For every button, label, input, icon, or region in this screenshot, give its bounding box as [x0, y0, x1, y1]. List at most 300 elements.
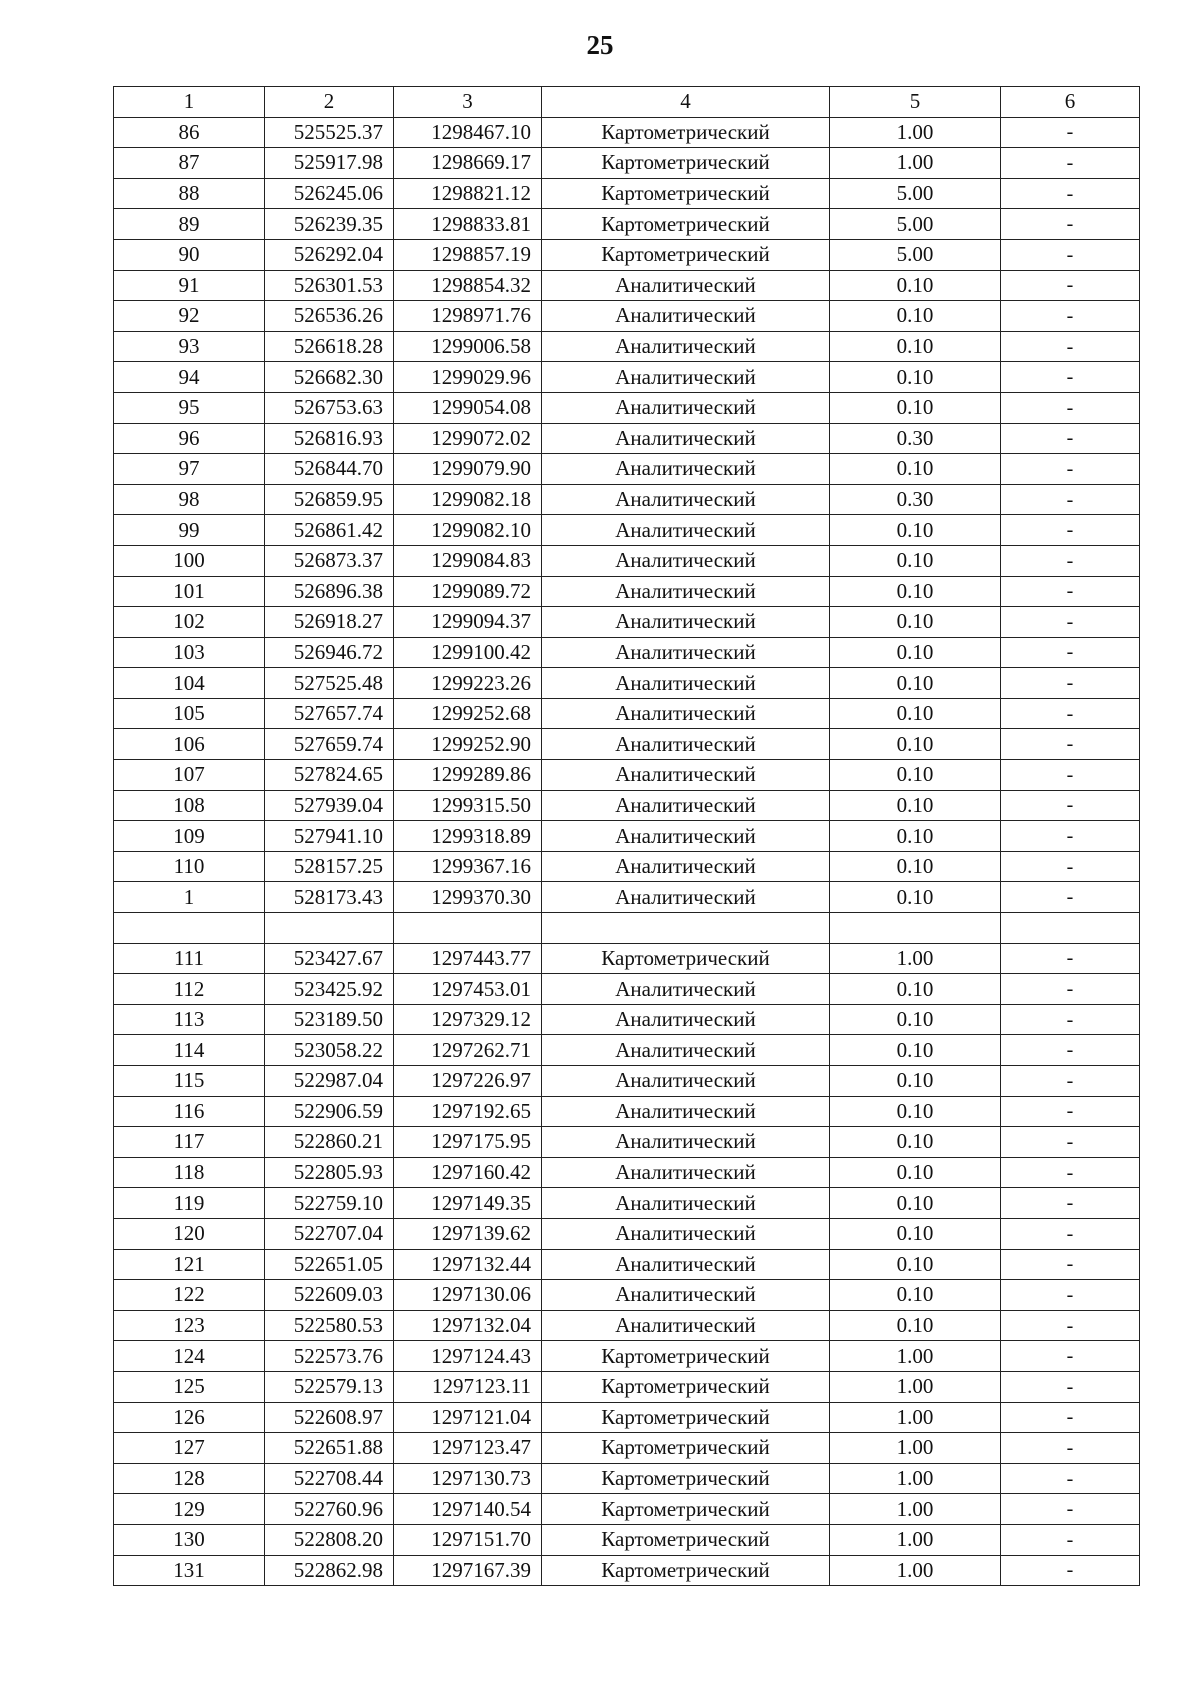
x-coordinate-cell: 527659.74 — [265, 729, 394, 760]
accuracy-cell: 0.10 — [830, 515, 1001, 546]
x-coordinate-cell: 522651.88 — [265, 1433, 394, 1464]
accuracy-cell: 1.00 — [830, 117, 1001, 148]
method-cell: Картометрический — [542, 117, 830, 148]
y-coordinate-cell: 1298857.19 — [394, 239, 542, 270]
table-row — [114, 1035, 1140, 1066]
note-cell: - — [1001, 790, 1140, 821]
method-cell: Картометрический — [542, 1433, 830, 1464]
method-cell: Аналитический — [542, 1127, 830, 1158]
accuracy-cell: 0.10 — [830, 760, 1001, 791]
accuracy-cell: 0.10 — [830, 790, 1001, 821]
accuracy-cell: 0.10 — [830, 1249, 1001, 1280]
point-number-cell: 93 — [114, 331, 265, 362]
table-row — [114, 729, 1140, 760]
table-row — [114, 1218, 1140, 1249]
table-row — [114, 117, 1140, 148]
method-cell: Аналитический — [542, 545, 830, 576]
page-number: 25 — [586, 30, 614, 60]
note-cell: - — [1001, 331, 1140, 362]
method-cell: Картометрический — [542, 148, 830, 179]
method-cell: Аналитический — [542, 331, 830, 362]
x-coordinate-cell: 522609.03 — [265, 1280, 394, 1311]
method-cell: Аналитический — [542, 1218, 830, 1249]
y-coordinate-cell: 1297226.97 — [394, 1066, 542, 1097]
accuracy-cell: 0.10 — [830, 545, 1001, 576]
accuracy-cell: 5.00 — [830, 209, 1001, 240]
x-coordinate-cell: 526873.37 — [265, 545, 394, 576]
y-coordinate-cell: 1299082.10 — [394, 515, 542, 546]
x-coordinate-cell: 528173.43 — [265, 882, 394, 913]
table-row — [114, 882, 1140, 913]
note-cell: - — [1001, 1433, 1140, 1464]
method-cell: Картометрический — [542, 1463, 830, 1494]
accuracy-cell: 0.10 — [830, 821, 1001, 852]
accuracy-cell: 1.00 — [830, 1463, 1001, 1494]
table-row — [114, 1157, 1140, 1188]
y-coordinate-cell — [394, 913, 542, 944]
table-row — [114, 1341, 1140, 1372]
table-row — [114, 423, 1140, 454]
note-cell: - — [1001, 851, 1140, 882]
note-cell: - — [1001, 423, 1140, 454]
table-row — [114, 637, 1140, 668]
coordinates-table — [113, 86, 1140, 1586]
accuracy-cell: 1.00 — [830, 1555, 1001, 1586]
note-cell: - — [1001, 1157, 1140, 1188]
table-row — [114, 1524, 1140, 1555]
y-coordinate-cell: 1299094.37 — [394, 607, 542, 638]
table-row — [114, 270, 1140, 301]
note-cell — [1001, 913, 1140, 944]
method-cell: Аналитический — [542, 484, 830, 515]
note-cell: - — [1001, 607, 1140, 638]
y-coordinate-cell: 1297124.43 — [394, 1341, 542, 1372]
y-coordinate-cell: 1298971.76 — [394, 301, 542, 332]
x-coordinate-cell: 526618.28 — [265, 331, 394, 362]
table-row — [114, 392, 1140, 423]
method-cell: Аналитический — [542, 423, 830, 454]
table-row — [114, 668, 1140, 699]
method-cell: Аналитический — [542, 392, 830, 423]
x-coordinate-cell — [265, 913, 394, 944]
point-number-cell: 90 — [114, 239, 265, 270]
x-coordinate-cell: 526239.35 — [265, 209, 394, 240]
table-row — [114, 1555, 1140, 1586]
note-cell: - — [1001, 1188, 1140, 1219]
accuracy-cell: 0.10 — [830, 1066, 1001, 1097]
x-coordinate-cell: 522651.05 — [265, 1249, 394, 1280]
note-cell: - — [1001, 392, 1140, 423]
x-coordinate-cell: 526245.06 — [265, 178, 394, 209]
point-number-cell: 104 — [114, 668, 265, 699]
table-row — [114, 545, 1140, 576]
accuracy-cell: 0.10 — [830, 1127, 1001, 1158]
method-cell: Картометрический — [542, 943, 830, 974]
note-cell: - — [1001, 545, 1140, 576]
method-cell: Аналитический — [542, 301, 830, 332]
x-coordinate-cell: 526918.27 — [265, 607, 394, 638]
note-cell: - — [1001, 209, 1140, 240]
accuracy-cell: 0.10 — [830, 851, 1001, 882]
table-header-row — [114, 87, 1140, 118]
point-number-cell: 101 — [114, 576, 265, 607]
accuracy-cell: 0.10 — [830, 1035, 1001, 1066]
y-coordinate-cell: 1299084.83 — [394, 545, 542, 576]
method-cell: Картометрический — [542, 209, 830, 240]
accuracy-cell: 0.10 — [830, 1218, 1001, 1249]
method-cell: Аналитический — [542, 1157, 830, 1188]
method-cell: Аналитический — [542, 1096, 830, 1127]
table-row — [114, 362, 1140, 393]
header-cell-1: 1 — [114, 87, 265, 118]
y-coordinate-cell: 1299100.42 — [394, 637, 542, 668]
accuracy-cell: 1.00 — [830, 943, 1001, 974]
point-number-cell: 87 — [114, 148, 265, 179]
header-cell-4: 4 — [542, 87, 830, 118]
note-cell: - — [1001, 943, 1140, 974]
y-coordinate-cell: 1297329.12 — [394, 1004, 542, 1035]
y-coordinate-cell: 1297140.54 — [394, 1494, 542, 1525]
y-coordinate-cell: 1299289.86 — [394, 760, 542, 791]
note-cell: - — [1001, 576, 1140, 607]
point-number-cell: 112 — [114, 974, 265, 1005]
header-cell-5: 5 — [830, 87, 1001, 118]
point-number-cell: 102 — [114, 607, 265, 638]
table-row — [114, 913, 1140, 944]
x-coordinate-cell: 522759.10 — [265, 1188, 394, 1219]
y-coordinate-cell: 1297132.44 — [394, 1249, 542, 1280]
y-coordinate-cell: 1297175.95 — [394, 1127, 542, 1158]
x-coordinate-cell: 523427.67 — [265, 943, 394, 974]
method-cell: Аналитический — [542, 576, 830, 607]
note-cell: - — [1001, 270, 1140, 301]
method-cell: Аналитический — [542, 974, 830, 1005]
y-coordinate-cell: 1299370.30 — [394, 882, 542, 913]
note-cell: - — [1001, 1402, 1140, 1433]
accuracy-cell: 0.10 — [830, 454, 1001, 485]
table-row — [114, 1096, 1140, 1127]
header-cell-2: 2 — [265, 87, 394, 118]
accuracy-cell: 0.10 — [830, 1310, 1001, 1341]
note-cell: - — [1001, 301, 1140, 332]
method-cell: Аналитический — [542, 1004, 830, 1035]
accuracy-cell: 0.10 — [830, 974, 1001, 1005]
note-cell: - — [1001, 148, 1140, 179]
method-cell: Аналитический — [542, 637, 830, 668]
note-cell: - — [1001, 637, 1140, 668]
method-cell: Аналитический — [542, 1280, 830, 1311]
y-coordinate-cell: 1298821.12 — [394, 178, 542, 209]
point-number-cell: 122 — [114, 1280, 265, 1311]
accuracy-cell — [830, 913, 1001, 944]
method-cell: Картометрический — [542, 1494, 830, 1525]
point-number-cell: 120 — [114, 1218, 265, 1249]
table-row — [114, 209, 1140, 240]
method-cell: Аналитический — [542, 515, 830, 546]
x-coordinate-cell: 522760.96 — [265, 1494, 394, 1525]
point-number-cell: 100 — [114, 545, 265, 576]
y-coordinate-cell: 1297123.47 — [394, 1433, 542, 1464]
x-coordinate-cell: 526816.93 — [265, 423, 394, 454]
x-coordinate-cell: 526861.42 — [265, 515, 394, 546]
y-coordinate-cell: 1298854.32 — [394, 270, 542, 301]
method-cell: Картометрический — [542, 1371, 830, 1402]
note-cell: - — [1001, 1555, 1140, 1586]
x-coordinate-cell: 526844.70 — [265, 454, 394, 485]
x-coordinate-cell: 522860.21 — [265, 1127, 394, 1158]
table-row — [114, 698, 1140, 729]
x-coordinate-cell: 525917.98 — [265, 148, 394, 179]
accuracy-cell: 0.10 — [830, 668, 1001, 699]
point-number-cell: 99 — [114, 515, 265, 546]
accuracy-cell: 5.00 — [830, 178, 1001, 209]
x-coordinate-cell: 522573.76 — [265, 1341, 394, 1372]
table-row — [114, 1310, 1140, 1341]
accuracy-cell: 0.10 — [830, 576, 1001, 607]
x-coordinate-cell: 522707.04 — [265, 1218, 394, 1249]
note-cell: - — [1001, 668, 1140, 699]
point-number-cell: 118 — [114, 1157, 265, 1188]
table-row — [114, 239, 1140, 270]
y-coordinate-cell: 1298467.10 — [394, 117, 542, 148]
y-coordinate-cell: 1299223.26 — [394, 668, 542, 699]
accuracy-cell: 5.00 — [830, 239, 1001, 270]
y-coordinate-cell: 1297151.70 — [394, 1524, 542, 1555]
note-cell: - — [1001, 698, 1140, 729]
table-row — [114, 484, 1140, 515]
method-cell: Аналитический — [542, 454, 830, 485]
note-cell: - — [1001, 362, 1140, 393]
note-cell: - — [1001, 882, 1140, 913]
point-number-cell: 121 — [114, 1249, 265, 1280]
point-number-cell: 127 — [114, 1433, 265, 1464]
method-cell — [542, 913, 830, 944]
accuracy-cell: 0.10 — [830, 270, 1001, 301]
accuracy-cell: 0.10 — [830, 729, 1001, 760]
table-row — [114, 301, 1140, 332]
point-number-cell — [114, 913, 265, 944]
note-cell: - — [1001, 515, 1140, 546]
point-number-cell: 105 — [114, 698, 265, 729]
accuracy-cell: 0.10 — [830, 362, 1001, 393]
note-cell: - — [1001, 1310, 1140, 1341]
table-row — [114, 515, 1140, 546]
note-cell: - — [1001, 484, 1140, 515]
point-number-cell: 128 — [114, 1463, 265, 1494]
accuracy-cell: 1.00 — [830, 1433, 1001, 1464]
accuracy-cell: 1.00 — [830, 1524, 1001, 1555]
note-cell: - — [1001, 729, 1140, 760]
accuracy-cell: 1.00 — [830, 1371, 1001, 1402]
point-number-cell: 98 — [114, 484, 265, 515]
table-row — [114, 148, 1140, 179]
accuracy-cell: 1.00 — [830, 1494, 1001, 1525]
note-cell: - — [1001, 1249, 1140, 1280]
accuracy-cell: 0.10 — [830, 1157, 1001, 1188]
accuracy-cell: 0.10 — [830, 1188, 1001, 1219]
x-coordinate-cell: 527657.74 — [265, 698, 394, 729]
point-number-cell: 97 — [114, 454, 265, 485]
point-number-cell: 116 — [114, 1096, 265, 1127]
x-coordinate-cell: 522808.20 — [265, 1524, 394, 1555]
point-number-cell: 89 — [114, 209, 265, 240]
point-number-cell: 113 — [114, 1004, 265, 1035]
point-number-cell: 94 — [114, 362, 265, 393]
x-coordinate-cell: 523425.92 — [265, 974, 394, 1005]
point-number-cell: 88 — [114, 178, 265, 209]
header-cell-6: 6 — [1001, 87, 1140, 118]
x-coordinate-cell: 527525.48 — [265, 668, 394, 699]
method-cell: Аналитический — [542, 668, 830, 699]
accuracy-cell: 1.00 — [830, 1341, 1001, 1372]
method-cell: Картометрический — [542, 239, 830, 270]
accuracy-cell: 0.10 — [830, 607, 1001, 638]
table-row — [114, 760, 1140, 791]
method-cell: Аналитический — [542, 1188, 830, 1219]
x-coordinate-cell: 526682.30 — [265, 362, 394, 393]
y-coordinate-cell: 1297149.35 — [394, 1188, 542, 1219]
y-coordinate-cell: 1299318.89 — [394, 821, 542, 852]
point-number-cell: 106 — [114, 729, 265, 760]
y-coordinate-cell: 1297443.77 — [394, 943, 542, 974]
table-row — [114, 974, 1140, 1005]
note-cell: - — [1001, 117, 1140, 148]
note-cell: - — [1001, 1371, 1140, 1402]
point-number-cell: 110 — [114, 851, 265, 882]
header-cell-3: 3 — [394, 87, 542, 118]
y-coordinate-cell: 1299029.96 — [394, 362, 542, 393]
table-row — [114, 1371, 1140, 1402]
y-coordinate-cell: 1299315.50 — [394, 790, 542, 821]
x-coordinate-cell: 522862.98 — [265, 1555, 394, 1586]
table-row — [114, 1188, 1140, 1219]
accuracy-cell: 1.00 — [830, 1402, 1001, 1433]
y-coordinate-cell: 1299367.16 — [394, 851, 542, 882]
point-number-cell: 107 — [114, 760, 265, 791]
point-number-cell: 124 — [114, 1341, 265, 1372]
method-cell: Аналитический — [542, 1035, 830, 1066]
method-cell: Аналитический — [542, 1066, 830, 1097]
table-row — [114, 851, 1140, 882]
x-coordinate-cell: 522805.93 — [265, 1157, 394, 1188]
method-cell: Аналитический — [542, 1310, 830, 1341]
x-coordinate-cell: 527939.04 — [265, 790, 394, 821]
note-cell: - — [1001, 1218, 1140, 1249]
point-number-cell: 131 — [114, 1555, 265, 1586]
point-number-cell: 125 — [114, 1371, 265, 1402]
method-cell: Аналитический — [542, 362, 830, 393]
table-row — [114, 1004, 1140, 1035]
x-coordinate-cell: 522906.59 — [265, 1096, 394, 1127]
point-number-cell: 126 — [114, 1402, 265, 1433]
method-cell: Аналитический — [542, 729, 830, 760]
accuracy-cell: 0.10 — [830, 637, 1001, 668]
accuracy-cell: 0.10 — [830, 698, 1001, 729]
x-coordinate-cell: 523058.22 — [265, 1035, 394, 1066]
note-cell: - — [1001, 239, 1140, 270]
y-coordinate-cell: 1297132.04 — [394, 1310, 542, 1341]
point-number-cell: 129 — [114, 1494, 265, 1525]
accuracy-cell: 0.10 — [830, 1280, 1001, 1311]
accuracy-cell: 0.10 — [830, 1004, 1001, 1035]
accuracy-cell: 1.00 — [830, 148, 1001, 179]
x-coordinate-cell: 522708.44 — [265, 1463, 394, 1494]
y-coordinate-cell: 1297453.01 — [394, 974, 542, 1005]
accuracy-cell: 0.10 — [830, 882, 1001, 913]
note-cell: - — [1001, 1066, 1140, 1097]
y-coordinate-cell: 1297139.62 — [394, 1218, 542, 1249]
x-coordinate-cell: 525525.37 — [265, 117, 394, 148]
x-coordinate-cell: 522579.13 — [265, 1371, 394, 1402]
method-cell: Аналитический — [542, 821, 830, 852]
note-cell: - — [1001, 178, 1140, 209]
x-coordinate-cell: 522987.04 — [265, 1066, 394, 1097]
table-row — [114, 178, 1140, 209]
point-number-cell: 96 — [114, 423, 265, 454]
x-coordinate-cell: 527941.10 — [265, 821, 394, 852]
x-coordinate-cell: 526536.26 — [265, 301, 394, 332]
note-cell: - — [1001, 1341, 1140, 1372]
note-cell: - — [1001, 974, 1140, 1005]
table-row — [114, 943, 1140, 974]
point-number-cell: 117 — [114, 1127, 265, 1158]
table-row — [114, 1494, 1140, 1525]
point-number-cell: 103 — [114, 637, 265, 668]
note-cell: - — [1001, 1524, 1140, 1555]
y-coordinate-cell: 1299054.08 — [394, 392, 542, 423]
point-number-cell: 109 — [114, 821, 265, 852]
x-coordinate-cell: 522608.97 — [265, 1402, 394, 1433]
method-cell: Аналитический — [542, 851, 830, 882]
table-row — [114, 1127, 1140, 1158]
x-coordinate-cell: 526896.38 — [265, 576, 394, 607]
y-coordinate-cell: 1297121.04 — [394, 1402, 542, 1433]
point-number-cell: 119 — [114, 1188, 265, 1219]
table-row — [114, 1402, 1140, 1433]
table-row — [114, 1249, 1140, 1280]
accuracy-cell: 0.30 — [830, 484, 1001, 515]
y-coordinate-cell: 1299252.90 — [394, 729, 542, 760]
note-cell: - — [1001, 1463, 1140, 1494]
table-row — [114, 607, 1140, 638]
note-cell: - — [1001, 1035, 1140, 1066]
note-cell: - — [1001, 821, 1140, 852]
y-coordinate-cell: 1297130.73 — [394, 1463, 542, 1494]
y-coordinate-cell: 1298833.81 — [394, 209, 542, 240]
y-coordinate-cell: 1297192.65 — [394, 1096, 542, 1127]
point-number-cell: 86 — [114, 117, 265, 148]
table-row — [114, 1280, 1140, 1311]
method-cell: Аналитический — [542, 698, 830, 729]
point-number-cell: 95 — [114, 392, 265, 423]
y-coordinate-cell: 1299079.90 — [394, 454, 542, 485]
method-cell: Картометрический — [542, 178, 830, 209]
y-coordinate-cell: 1297160.42 — [394, 1157, 542, 1188]
note-cell: - — [1001, 1127, 1140, 1158]
point-number-cell: 108 — [114, 790, 265, 821]
x-coordinate-cell: 523189.50 — [265, 1004, 394, 1035]
x-coordinate-cell: 526292.04 — [265, 239, 394, 270]
x-coordinate-cell: 526946.72 — [265, 637, 394, 668]
x-coordinate-cell: 527824.65 — [265, 760, 394, 791]
y-coordinate-cell: 1297262.71 — [394, 1035, 542, 1066]
method-cell: Аналитический — [542, 882, 830, 913]
point-number-cell: 115 — [114, 1066, 265, 1097]
y-coordinate-cell: 1297130.06 — [394, 1280, 542, 1311]
table-body — [114, 117, 1140, 1586]
accuracy-cell: 0.30 — [830, 423, 1001, 454]
y-coordinate-cell: 1299072.02 — [394, 423, 542, 454]
